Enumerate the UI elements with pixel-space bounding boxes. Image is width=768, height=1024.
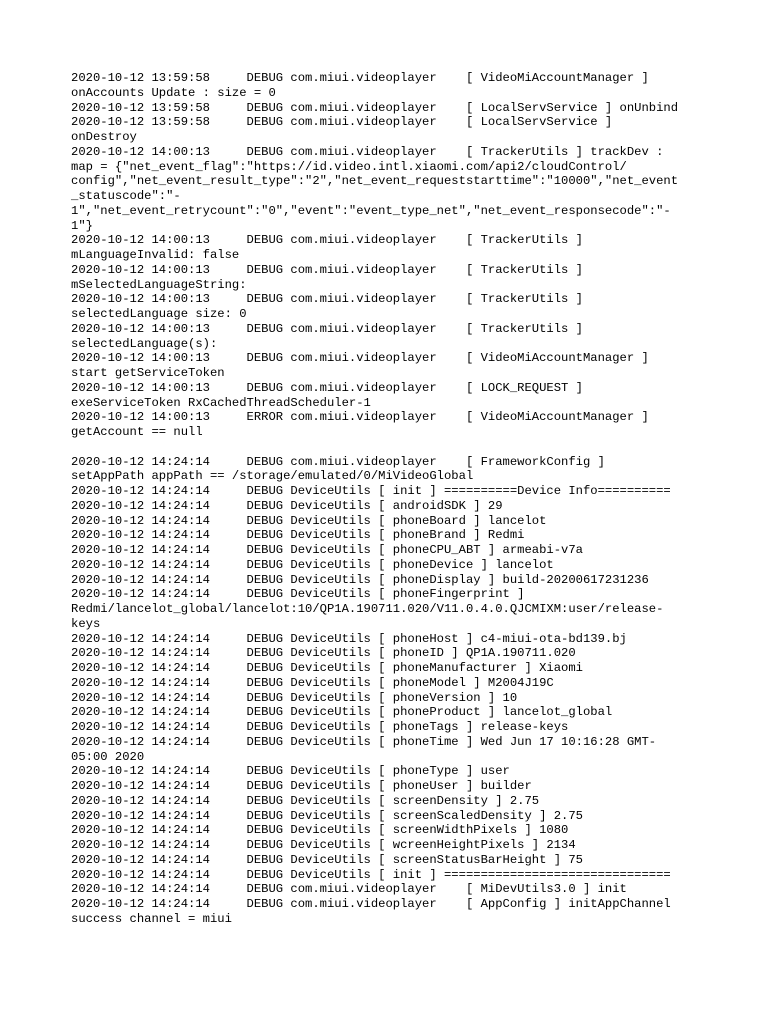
log-line: 2020-10-12 14:24:14 DEBUG DeviceUtils [ phoneBrand ] Redmi bbox=[71, 528, 525, 543]
log-line: onAccounts Update : size = 0 bbox=[71, 85, 276, 100]
log-line: map = {"net_event_flag":"https://id.video.intl.xiaomi.com/api2/cloudControl/ bbox=[71, 159, 627, 174]
log-line: config","net_event_result_type":"2","net_event_requeststarttime":"10000","net_event bbox=[71, 174, 679, 189]
log-line: 2020-10-12 14:24:14 DEBUG DeviceUtils [ phoneVersion ] 10 bbox=[71, 690, 518, 705]
log-line: mSelectedLanguageString: bbox=[71, 277, 247, 292]
log-line: 2020-10-12 14:24:14 DEBUG DeviceUtils [ phoneCPU_ABT ] armeabi-v7a bbox=[71, 543, 583, 557]
log-line: 2020-10-12 14:24:14 DEBUG com.miui.videoplayer [ MiDevUtils3.0 ] init bbox=[71, 882, 627, 897]
log-line: selectedLanguage size: 0 bbox=[71, 307, 247, 321]
log-line: 2020-10-12 14:24:14 DEBUG com.miui.videoplayer [ FrameworkConfig ] bbox=[71, 454, 605, 469]
log-line: 2020-10-12 14:24:14 DEBUG DeviceUtils [ screenStatusBarHeight ] 75 bbox=[71, 852, 583, 867]
log-line: success channel = miui bbox=[71, 911, 232, 926]
log-line: 2020-10-12 14:24:14 DEBUG DeviceUtils [ screenScaledDensity ] 2.75 bbox=[71, 808, 583, 823]
log-line: selectedLanguage(s): bbox=[71, 336, 218, 351]
log-line: 2020-10-12 13:59:58 DEBUG com.miui.videoplayer [ LocalServService ] onUnbind bbox=[71, 100, 679, 115]
log-line: 2020-10-12 14:24:14 DEBUG DeviceUtils [ phoneDevice ] lancelot bbox=[71, 557, 554, 572]
log-line: getAccount == null bbox=[71, 425, 203, 439]
log-line: 2020-10-12 14:00:13 DEBUG com.miui.videoplayer [ TrackerUtils ] trackDev : bbox=[71, 144, 664, 159]
log-line: 05:00 2020 bbox=[71, 749, 145, 764]
log-line: 2020-10-12 14:24:14 DEBUG DeviceUtils [ init ] =============================== bbox=[71, 867, 671, 882]
log-line: 2020-10-12 14:24:14 DEBUG com.miui.videoplayer [ AppConfig ] initAppChannel bbox=[71, 897, 671, 911]
log-line: 2020-10-12 14:00:13 DEBUG com.miui.videoplayer [ TrackerUtils ] bbox=[71, 233, 583, 248]
log-line: exeServiceToken RxCachedThreadScheduler-1 bbox=[71, 395, 371, 410]
log-line: 2020-10-12 14:24:14 DEBUG DeviceUtils [ phoneHost ] c4-miui-ota-bd139.bj bbox=[71, 631, 627, 646]
log-line: 2020-10-12 14:00:13 DEBUG com.miui.videoplayer [ TrackerUtils ] bbox=[71, 262, 583, 277]
log-line: 2020-10-12 14:24:14 DEBUG DeviceUtils [ phoneID ] QP1A.190711.020 bbox=[71, 646, 576, 661]
log-line: 2020-10-12 14:24:14 DEBUG DeviceUtils [ wcreenHeightPixels ] 2134 bbox=[71, 838, 576, 852]
log-line: 1","net_event_retrycount":"0","event":"event_type_net","net_event_responsecode":"- bbox=[71, 203, 671, 218]
log-line: start getServiceToken bbox=[71, 366, 225, 380]
log-line: _statuscode":"- bbox=[71, 189, 181, 203]
log-line: 2020-10-12 14:00:13 DEBUG com.miui.videoplayer [ VideoMiAccountManager ] bbox=[71, 351, 649, 366]
log-line: keys bbox=[71, 616, 101, 631]
log-line: 2020-10-12 14:24:14 DEBUG DeviceUtils [ init ] ==========Device Info========== bbox=[71, 484, 671, 498]
log-line: 2020-10-12 14:24:14 DEBUG DeviceUtils [ phoneTime ] Wed Jun 17 10:16:28 GMT- bbox=[71, 734, 657, 749]
log-line: 2020-10-12 14:00:13 DEBUG com.miui.videoplayer [ LOCK_REQUEST ] bbox=[71, 380, 583, 395]
log-line: 2020-10-12 13:59:58 DEBUG com.miui.videoplayer [ VideoMiAccountManager ] bbox=[71, 71, 649, 85]
log-line: 2020-10-12 14:24:14 DEBUG DeviceUtils [ screenWidthPixels ] 1080 bbox=[71, 823, 569, 838]
log-line: 2020-10-12 14:24:14 DEBUG DeviceUtils [ phoneDisplay ] build-20200617231236 bbox=[71, 572, 649, 587]
log-line: 2020-10-12 14:24:14 DEBUG DeviceUtils [ phoneUser ] builder bbox=[71, 779, 532, 793]
log-line: 2020-10-12 14:24:14 DEBUG DeviceUtils [ phoneType ] user bbox=[71, 764, 510, 779]
log-line: 2020-10-12 14:00:13 ERROR com.miui.videoplayer [ VideoMiAccountManager ] bbox=[71, 410, 649, 425]
log-line: 2020-10-12 14:24:14 DEBUG DeviceUtils [ phoneFingerprint ] bbox=[71, 587, 525, 602]
log-line: 2020-10-12 14:24:14 DEBUG DeviceUtils [ androidSDK ] 29 bbox=[71, 498, 503, 513]
blank-line bbox=[71, 440, 711, 455]
log-line: 2020-10-12 14:24:14 DEBUG DeviceUtils [ phoneTags ] release-keys bbox=[71, 720, 569, 734]
log-line: 1"} bbox=[71, 218, 93, 233]
log-line: 2020-10-12 14:00:13 DEBUG com.miui.videoplayer [ TrackerUtils ] bbox=[71, 321, 583, 336]
log-line: Redmi/lancelot_global/lancelot:10/QP1A.190711.020/V11.0.4.0.QJCMIXM:user/release- bbox=[71, 602, 664, 616]
log-line: 2020-10-12 14:24:14 DEBUG DeviceUtils [ screenDensity ] 2.75 bbox=[71, 793, 540, 808]
log-line: setAppPath appPath == /storage/emulated/0/MiVideoGlobal bbox=[71, 469, 474, 484]
log-line: 2020-10-12 14:24:14 DEBUG DeviceUtils [ phoneProduct ] lancelot_global bbox=[71, 705, 613, 720]
log-line: 2020-10-12 14:24:14 DEBUG DeviceUtils [ phoneManufacturer ] Xiaomi bbox=[71, 661, 583, 675]
log-line: 2020-10-12 14:00:13 DEBUG com.miui.videoplayer [ TrackerUtils ] bbox=[71, 292, 583, 307]
log-line: 2020-10-12 14:24:14 DEBUG DeviceUtils [ phoneBoard ] lancelot bbox=[71, 513, 547, 528]
log-document bbox=[71, 71, 711, 927]
log-line: 2020-10-12 14:24:14 DEBUG DeviceUtils [ phoneModel ] M2004J19C bbox=[71, 675, 554, 690]
log-line: mLanguageInvalid: false bbox=[71, 248, 240, 262]
log-line: onDestroy bbox=[71, 130, 137, 144]
log-line: 2020-10-12 13:59:58 DEBUG com.miui.videoplayer [ LocalServService ] bbox=[71, 115, 613, 130]
